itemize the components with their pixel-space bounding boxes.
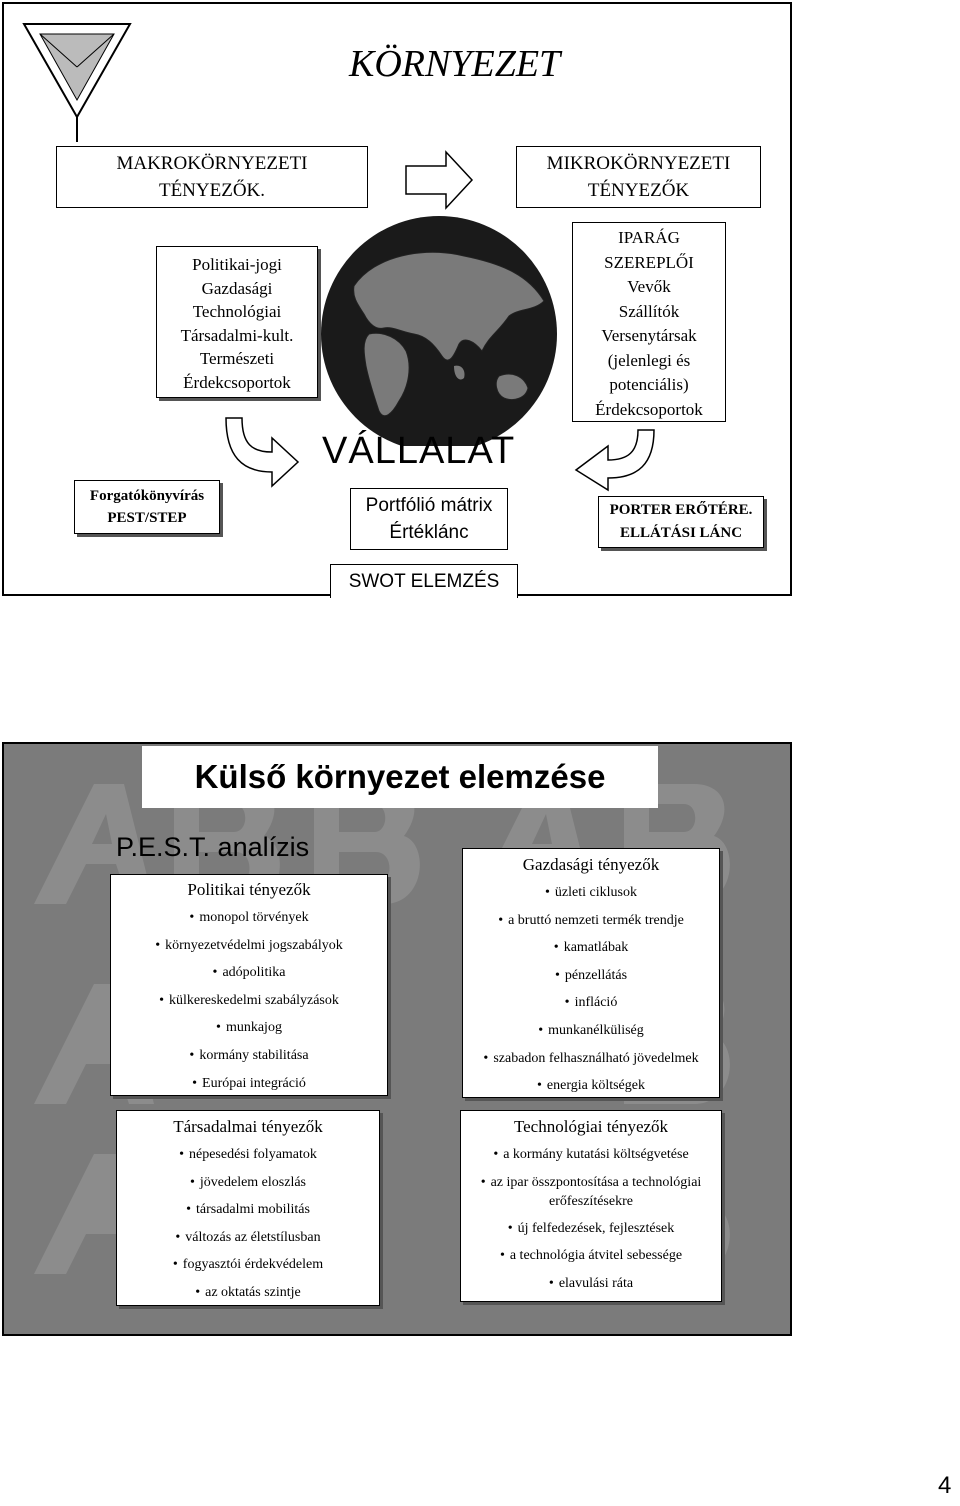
page-number: 4 <box>938 1472 952 1499</box>
portfolio-box <box>350 488 508 550</box>
list-item: • jövedelem eloszlás <box>117 1169 379 1197</box>
technological-factors-box <box>460 1110 722 1302</box>
list-item: • a kormány kutatási költségvetése <box>461 1141 721 1169</box>
micro-factor: potenciális) <box>609 375 689 394</box>
list-item: • az ipar összpontosítása a technológiai erőfeszítésekre <box>461 1169 721 1215</box>
porter-box <box>598 496 764 548</box>
swot-box: SWOT ELEMZÉS <box>330 564 518 598</box>
technological-title: Technológiai tényezők <box>513 1117 669 1136</box>
porter-line: PORTER ERŐTÉRE. <box>609 502 753 518</box>
list-item: • monopol törvények <box>111 904 387 932</box>
triangle-logo <box>22 22 132 147</box>
list-item: • a technológia átvitel sebessége <box>461 1242 721 1270</box>
list-item: • kamatlábak <box>463 934 719 962</box>
economic-factors-box <box>462 848 720 1098</box>
slide-2-title: Külső környezet elemzése <box>142 746 658 808</box>
list-item: • munkajog <box>111 1014 387 1042</box>
scenario-line: PEST/STEP <box>107 510 187 526</box>
macro-factor: Természeti <box>199 349 275 368</box>
scenario-line: Forgatókönyvírás <box>89 488 205 504</box>
scenario-box <box>74 480 220 534</box>
list-item: • kormány stabilitása <box>111 1042 387 1070</box>
list-item: • pénzellátás <box>463 962 719 990</box>
macro-factor: Technológiai <box>192 302 282 321</box>
portfolio-line: Értéklánc <box>389 522 469 543</box>
micro-factor: Vevők <box>627 277 671 296</box>
list-item: • adópolitika <box>111 959 387 987</box>
list-item: • fogyasztói érdekvédelem <box>117 1251 379 1279</box>
list-item: • változás az életstílusban <box>117 1224 379 1252</box>
list-item: • népesedési folyamatok <box>117 1141 379 1169</box>
social-factors-box <box>116 1110 380 1306</box>
micro-factor: SZEREPLŐI <box>604 252 694 272</box>
list-item: • a bruttó nemzeti termék trendje <box>463 907 719 935</box>
list-item: • infláció <box>463 989 719 1017</box>
macro-header-line: MAKROKÖRNYEZETI <box>116 153 308 174</box>
list-item: • környezetvédelmi jogszabályok <box>111 932 387 960</box>
list-item: • az oktatás szintje <box>117 1279 379 1307</box>
list-item: • energia költségek <box>463 1072 719 1100</box>
micro-factor: Érdekcsoportok <box>595 399 703 419</box>
curved-arrow-left-icon <box>572 428 658 492</box>
curved-arrow-right-icon <box>222 416 302 490</box>
micro-factor: Szállítók <box>618 301 680 321</box>
social-list <box>117 1141 379 1307</box>
macro-factors-header <box>56 146 368 208</box>
micro-header-line: TÉNYEZŐK <box>587 180 690 201</box>
portfolio-line: Portfólió mátrix <box>365 495 493 516</box>
micro-factor: Versenytársak <box>601 326 697 345</box>
right-arrow-icon <box>404 150 474 210</box>
economic-title: Gazdasági tényezők <box>522 855 660 874</box>
globe-icon <box>314 216 564 446</box>
macro-factor: Politikai-jogi <box>192 255 282 274</box>
list-item: • munkanélküliség <box>463 1017 719 1045</box>
list-item: • elavulási ráta <box>461 1270 721 1298</box>
list-item: • szabadon felhasználható jövedelmek <box>463 1045 719 1073</box>
macro-factor: Érdekcsoportok <box>183 372 291 392</box>
micro-factors-list <box>572 222 726 422</box>
political-list <box>111 904 387 1097</box>
economic-list <box>463 879 719 1100</box>
micro-factors-header <box>516 146 761 208</box>
slide-1 <box>2 2 792 596</box>
macro-header-line: TÉNYEZŐK. <box>158 180 266 201</box>
slide-2 <box>2 742 792 1336</box>
pest-subtitle: P.E.S.T. analízis <box>116 832 310 862</box>
political-factors-box <box>110 874 388 1096</box>
micro-factor: (jelenlegi és <box>607 350 691 370</box>
micro-factor: IPARÁG <box>618 228 680 247</box>
macro-factors-list <box>156 246 318 398</box>
technological-list <box>461 1141 721 1297</box>
list-item: • Európai integráció <box>111 1070 387 1098</box>
list-item: • új felfedezések, fejlesztések <box>461 1215 721 1243</box>
company-label: VÁLLALAT <box>322 430 516 472</box>
list-item: • külkereskedelmi szabályzások <box>111 987 387 1015</box>
political-title: Politikai tényezők <box>187 880 311 899</box>
porter-line: ELLÁTÁSI LÁNC <box>619 525 743 541</box>
macro-factor: Gazdasági <box>201 278 273 298</box>
list-item: • üzleti ciklusok <box>463 879 719 907</box>
slide-1-title: KÖRNYEZET <box>349 43 561 85</box>
macro-factor: Társadalmi-kult. <box>180 325 294 345</box>
social-title: Társadalmai tényezők <box>173 1117 323 1136</box>
micro-header-line: MIKROKÖRNYEZETI <box>546 153 731 174</box>
list-item: • társadalmi mobilitás <box>117 1196 379 1224</box>
